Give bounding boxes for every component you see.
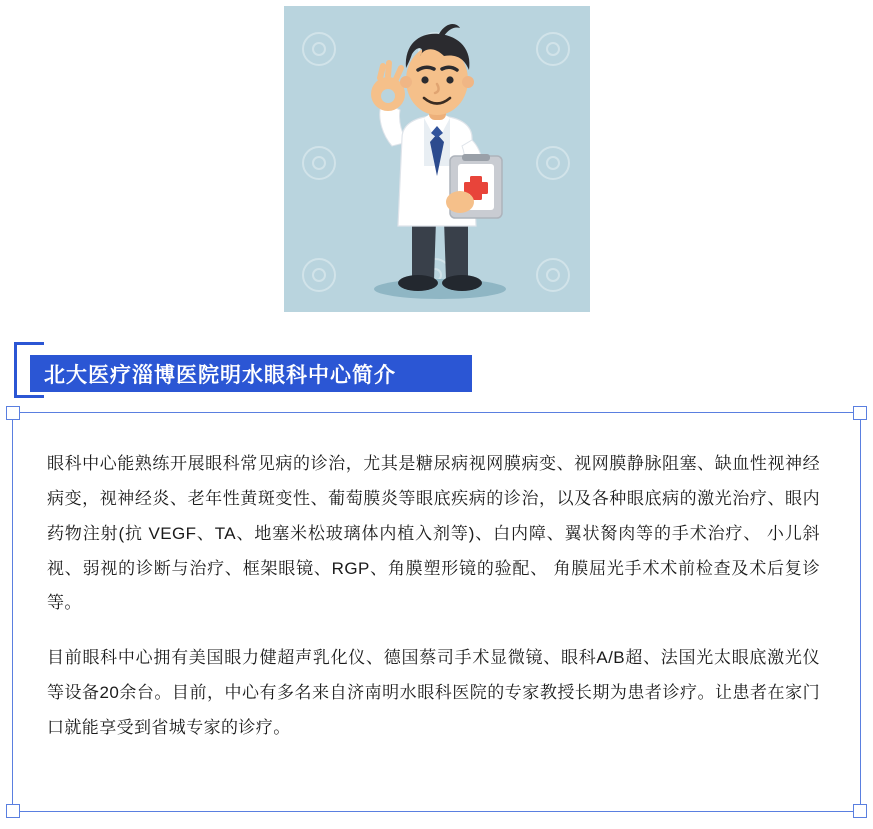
content-paragraph: 眼科中心能熟练开展眼科常见病的诊治，尤其是糖尿病视网膜病变、视网膜静脉阻塞、缺血性视神经病变，视神经炎、老年性黄斑变性、葡萄膜炎等眼底疾病的诊治，以及各种眼底病的激光治疗、眼内药物注射(抗 VEGF、TA、地塞米松玻璃体内植入剂等)、白内障、翼状胬肉等的手术治疗、 小儿斜视、弱视的诊断与治疗、框架眼镜、RGP、角膜塑形镜的验配、 角膜屈光手术术前检查及术后复诊等。	[47, 454, 820, 613]
corner-decoration-top-left	[6, 406, 20, 420]
section-heading	[14, 342, 472, 398]
corner-decoration-bottom-left	[6, 804, 20, 818]
doctor-illustration-icon	[284, 6, 590, 312]
heading-title: 北大医疗淄博医院明水眼科中心简介	[30, 355, 472, 392]
content-paragraph: 目前眼科中心拥有美国眼力健超声乳化仪、德国蔡司手术显微镜、眼科A/B超、法国光太眼底激光仪等设备20余台。目前，中心有多名来自济南明水眼科医院的专家教授长期为患者诊疗。让患者在家门口就能享受到省城专家的诊疗。	[47, 648, 820, 737]
doctor-cartoon-image	[284, 6, 590, 312]
illustration-container	[0, 0, 873, 312]
corner-decoration-bottom-right	[853, 804, 867, 818]
corner-decoration-top-right	[853, 406, 867, 420]
content-box	[12, 412, 861, 812]
